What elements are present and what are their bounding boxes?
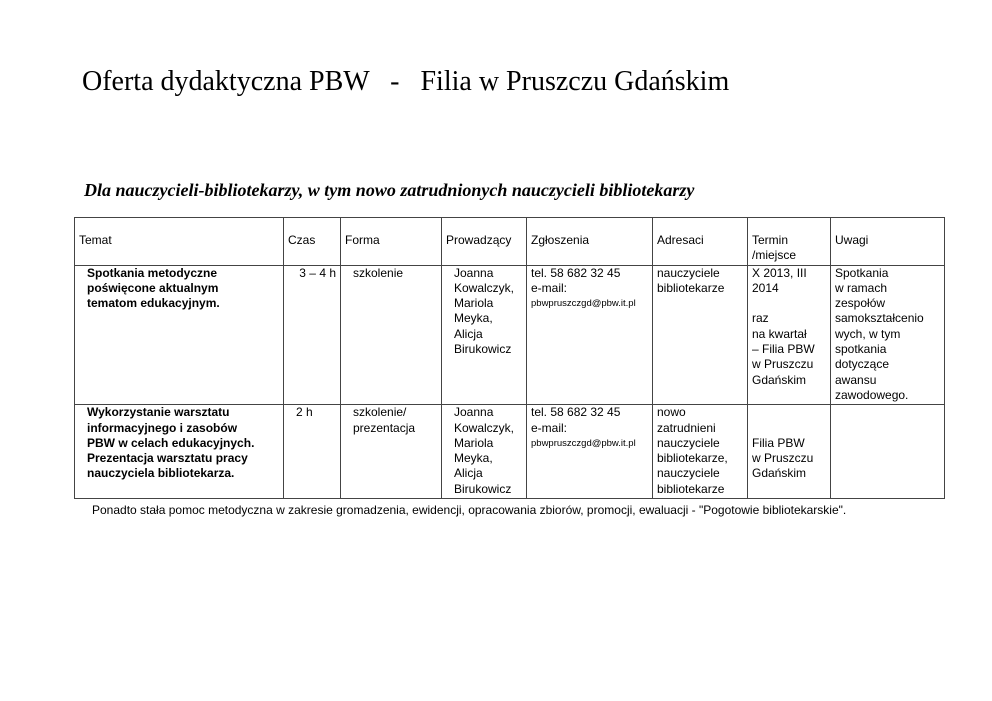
row-uwagi: Spotkania w ramach zespołów samokształcenio wych, w tym spotkania dotyczące awansu zawodowego. (835, 265, 924, 402)
row-email-label: e-mail: (531, 420, 568, 435)
header-zgloszenia: Zgłoszenia (527, 218, 653, 266)
header-temat: Temat (75, 218, 284, 266)
row-prowadzacy: Joanna Kowalczyk, Mariola Meyka, Alicja Birukowicz (454, 405, 515, 496)
row-czas: 3 – 4 h (299, 265, 336, 280)
row-email-link[interactable]: pbwpruszczgd@pbw.it.pl (531, 437, 636, 449)
row-termin: Filia PBW w Pruszczu Gdańskim (752, 435, 814, 481)
table-row (75, 405, 945, 499)
offer-table (74, 217, 945, 499)
header-termin: Termin /miejsce (748, 218, 831, 266)
row-termin: X 2013, III 2014 raz na kwartał – Filia PBW w Pruszczu Gdańskim (752, 265, 815, 387)
row-temat: Wykorzystanie warsztatu informacyjnego i zasobów PBW w celach edukacyjnych. Prezentacja warsztatu pracy nauczyciela bibliotekarza. (87, 405, 255, 481)
footnote: Ponadto stała pomoc metodyczna w zakresie gromadzenia, ewidencji, opracowania zbiorów, promocji, ewaluacji - "Pogotowie bibliotekarskie". (92, 503, 847, 517)
table-header-row (75, 218, 945, 266)
row-adresaci: nauczyciele bibliotekarze (657, 265, 725, 295)
header-forma: Forma (341, 218, 442, 266)
row-phone: tel. 58 682 32 45 (531, 405, 621, 420)
row-phone: tel. 58 682 32 45 (531, 265, 621, 280)
header-adresaci: Adresaci (653, 218, 748, 266)
table-row (75, 265, 945, 405)
row-czas: 2 h (296, 405, 313, 420)
header-uwagi: Uwagi (831, 218, 945, 266)
document-title: Oferta dydaktyczna PBW - Filia w Pruszczu Gdańskim (82, 66, 730, 97)
section-subtitle: Dla nauczycieli-bibliotekarzy, w tym nowo zatrudnionych nauczycieli bibliotekarzy (84, 180, 695, 200)
row-adresaci: nowo zatrudnieni nauczyciele bibliotekarze, nauczyciele bibliotekarze (657, 405, 728, 496)
row-email-label: e-mail: (531, 280, 568, 295)
row-forma: szkolenie (353, 265, 404, 280)
header-prowadzacy: Prowadzący (442, 218, 527, 266)
row-email-link[interactable]: pbwpruszczgd@pbw.it.pl (531, 298, 636, 310)
header-czas: Czas (284, 218, 341, 266)
row-prowadzacy: Joanna Kowalczyk, Mariola Meyka, Alicja Birukowicz (454, 265, 515, 357)
row-forma: szkolenie/ prezentacja (353, 405, 416, 435)
row-temat: Spotkania metodyczne poświęcone aktualnym tematom edukacyjnym. (87, 265, 220, 311)
